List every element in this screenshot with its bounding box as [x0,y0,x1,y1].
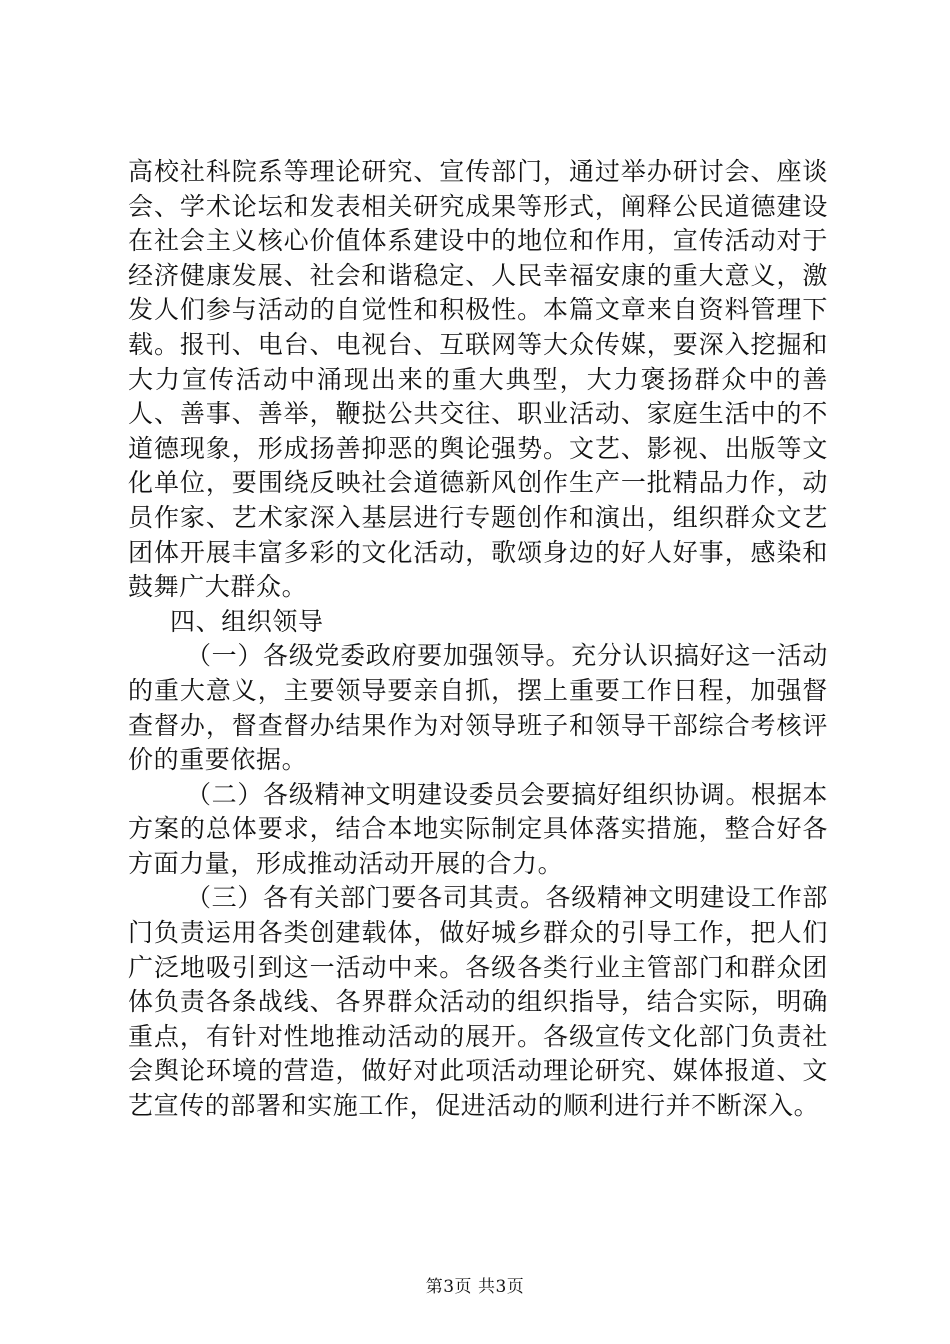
paragraph-item-2: （二）各级精神文明建设委员会要搞好组织协调。根据本方案的总体要求，结合本地实际制定具体落实措施，整合好各方面力量，形成推动活动开展的合力。 [128,779,828,878]
section-heading-organization: 四、组织领导 [170,606,324,636]
page-footer [0,1272,950,1297]
paragraph-item-1: （一）各级党委政府要加强领导。充分认识搞好这一活动的重大意义，主要领导要亲自抓，摆上重要工作日程，加强督查督办，督查督办结果作为对领导班子和领导干部综合考核评价的重要依据。 [128,641,828,775]
paragraph-publicity: 高校社科院系等理论研究、宣传部门，通过举办研讨会、座谈会、学术论坛和发表相关研究成果等形式，阐释公民道德建设在社会主义核心价值体系建设中的地位和作用，宣传活动对于经济健康发展、社会和谐稳定、人民幸福安康的重大意义，激发人们参与活动的自觉性和积极性。本篇文章来自资料管理下载。报刊、电台、电视台、互联网等大众传媒，要深入挖掘和大力宣传活动中涌现出来的重大典型，大力褒扬群众中的善人、善事、善举，鞭挞公共交往、职业活动、家庭生活中的不道德现象，形成扬善抑恶的舆论强势。文艺、影视、出版等文化单位，要围绕反映社会道德新风创作生产一批精品力作，动员作家、艺术家深入基层进行专题创作和演出，组织群众文艺团体开展丰富多彩的文化活动，歌颂身边的好人好事，感染和鼓舞广大群众。 [128,157,828,602]
paragraph-item-3: （三）各有关部门要各司其责。各级精神文明建设工作部门负责运用各类创建载体，做好城乡群众的引导工作，把人们广泛地吸引到这一活动中来。各级各类行业主管部门和群众团体负责各条战线、各界群众活动的组织指导，结合实际，明确重点，有针对性地推动活动的展开。各级宣传文化部门负责社会舆论环境的营造，做好对此项活动理论研究、媒体报道、文艺宣传的部署和实施工作，促进活动的顺利进行并不断深入。 [128,883,828,1121]
page-number-label: 第3页 共3页 [425,1277,525,1297]
document-body [128,155,828,1124]
